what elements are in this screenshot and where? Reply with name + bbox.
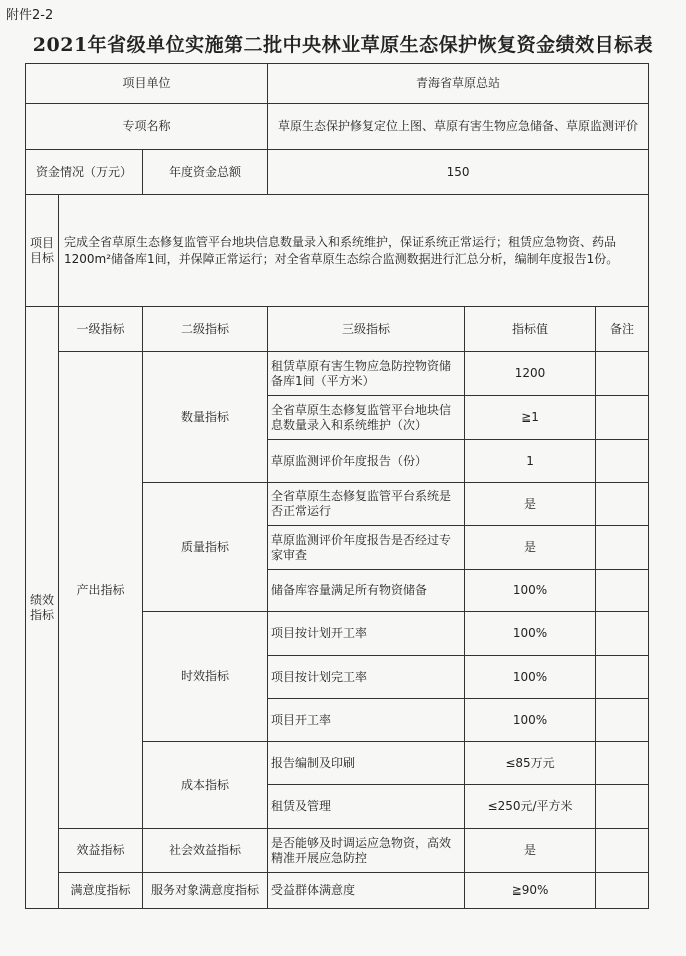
column-header: 三级指标: [268, 307, 465, 352]
performance-table: [25, 63, 649, 909]
indicator-cell: 全省草原生态修复监管平台地块信息数量录入和系统维护（次）: [268, 396, 465, 440]
note-cell: [596, 612, 649, 656]
note-cell: [596, 699, 649, 742]
indicator-cell: 项目按计划开工率: [268, 612, 465, 656]
funds-row: [26, 150, 649, 195]
unit-row: [26, 64, 649, 104]
value-cell: ≤250元/平方米: [465, 785, 596, 829]
indicator-cell: 是否能够及时调运应急物资，高效精准开展应急防控: [268, 829, 465, 873]
value-cell: 是: [465, 526, 596, 570]
value-cell: ≧1: [465, 396, 596, 440]
value-cell: 是: [465, 829, 596, 873]
note-cell: [596, 352, 649, 396]
project-value: 草原生态保护修复定位上图、草原有害生物应急储备、草原监测评价: [268, 104, 649, 150]
level1-satisfaction: 满意度指标: [59, 873, 143, 909]
value-cell: ≧90%: [465, 873, 596, 909]
goal-row: [26, 195, 649, 307]
perf-label: 绩效指标: [26, 307, 59, 909]
note-cell: [596, 829, 649, 873]
level2-quantity: 数量指标: [143, 352, 268, 483]
unit-label: 项目单位: [26, 64, 268, 104]
table-row: [26, 829, 649, 873]
note-cell: [596, 396, 649, 440]
note-cell: [596, 742, 649, 785]
table-row: [26, 352, 649, 396]
note-cell: [596, 526, 649, 570]
value-cell: ≤85万元: [465, 742, 596, 785]
indicator-cell: 草原监测评价年度报告（份）: [268, 440, 465, 483]
value-cell: 是: [465, 483, 596, 526]
value-cell: 100%: [465, 570, 596, 612]
level2-social: 社会效益指标: [143, 829, 268, 873]
level2-quality: 质量指标: [143, 483, 268, 612]
note-cell: [596, 785, 649, 829]
project-row: [26, 104, 649, 150]
table-row: [26, 873, 649, 909]
annual-value: 150: [268, 150, 649, 195]
value-cell: 1: [465, 440, 596, 483]
indicator-cell: 草原监测评价年度报告是否经过专家审查: [268, 526, 465, 570]
level2-timeliness: 时效指标: [143, 612, 268, 742]
indicator-cell: 储备库容量满足所有物资储备: [268, 570, 465, 612]
attachment-label: 附件2-2: [6, 8, 54, 23]
indicator-cell: 报告编制及印刷: [268, 742, 465, 785]
indicator-cell: 项目开工率: [268, 699, 465, 742]
level2-service: 服务对象满意度指标: [143, 873, 268, 909]
note-cell: [596, 570, 649, 612]
value-cell: 1200: [465, 352, 596, 396]
value-cell: 100%: [465, 612, 596, 656]
indicator-cell: 租赁及管理: [268, 785, 465, 829]
value-cell: 100%: [465, 656, 596, 699]
note-cell: [596, 873, 649, 909]
note-cell: [596, 440, 649, 483]
column-header: 一级指标: [59, 307, 143, 352]
goal-text: 完成全省草原生态修复监管平台地块信息数量录入和系统维护，保证系统正常运行；租赁应急物资、药品1200m²储备库1间，并保障正常运行；对全省草原生态综合监测数据进行汇总分析，编制年度报告1份。: [59, 195, 649, 307]
indicator-cell: 全省草原生态修复监管平台系统是否正常运行: [268, 483, 465, 526]
note-cell: [596, 483, 649, 526]
level1-benefit: 效益指标: [59, 829, 143, 873]
goal-label: 项目目标: [26, 195, 59, 307]
note-cell: [596, 656, 649, 699]
indicator-cell: 租赁草原有害生物应急防控物资储备库1间（平方米）: [268, 352, 465, 396]
column-header: 二级指标: [143, 307, 268, 352]
page-title: 2021年省级单位实施第二批中央林业草原生态保护恢复资金绩效目标表: [32, 34, 654, 56]
value-cell: 100%: [465, 699, 596, 742]
annual-label: 年度资金总额: [143, 150, 268, 195]
indicator-cell: 项目按计划完工率: [268, 656, 465, 699]
level2-cost: 成本指标: [143, 742, 268, 829]
level1-output: 产出指标: [59, 352, 143, 829]
column-header: 备注: [596, 307, 649, 352]
project-label: 专项名称: [26, 104, 268, 150]
column-header-row: [26, 307, 649, 352]
unit-value: 青海省草原总站: [268, 64, 649, 104]
indicator-cell: 受益群体满意度: [268, 873, 465, 909]
column-header: 指标值: [465, 307, 596, 352]
funds-label: 资金情况（万元）: [26, 150, 143, 195]
